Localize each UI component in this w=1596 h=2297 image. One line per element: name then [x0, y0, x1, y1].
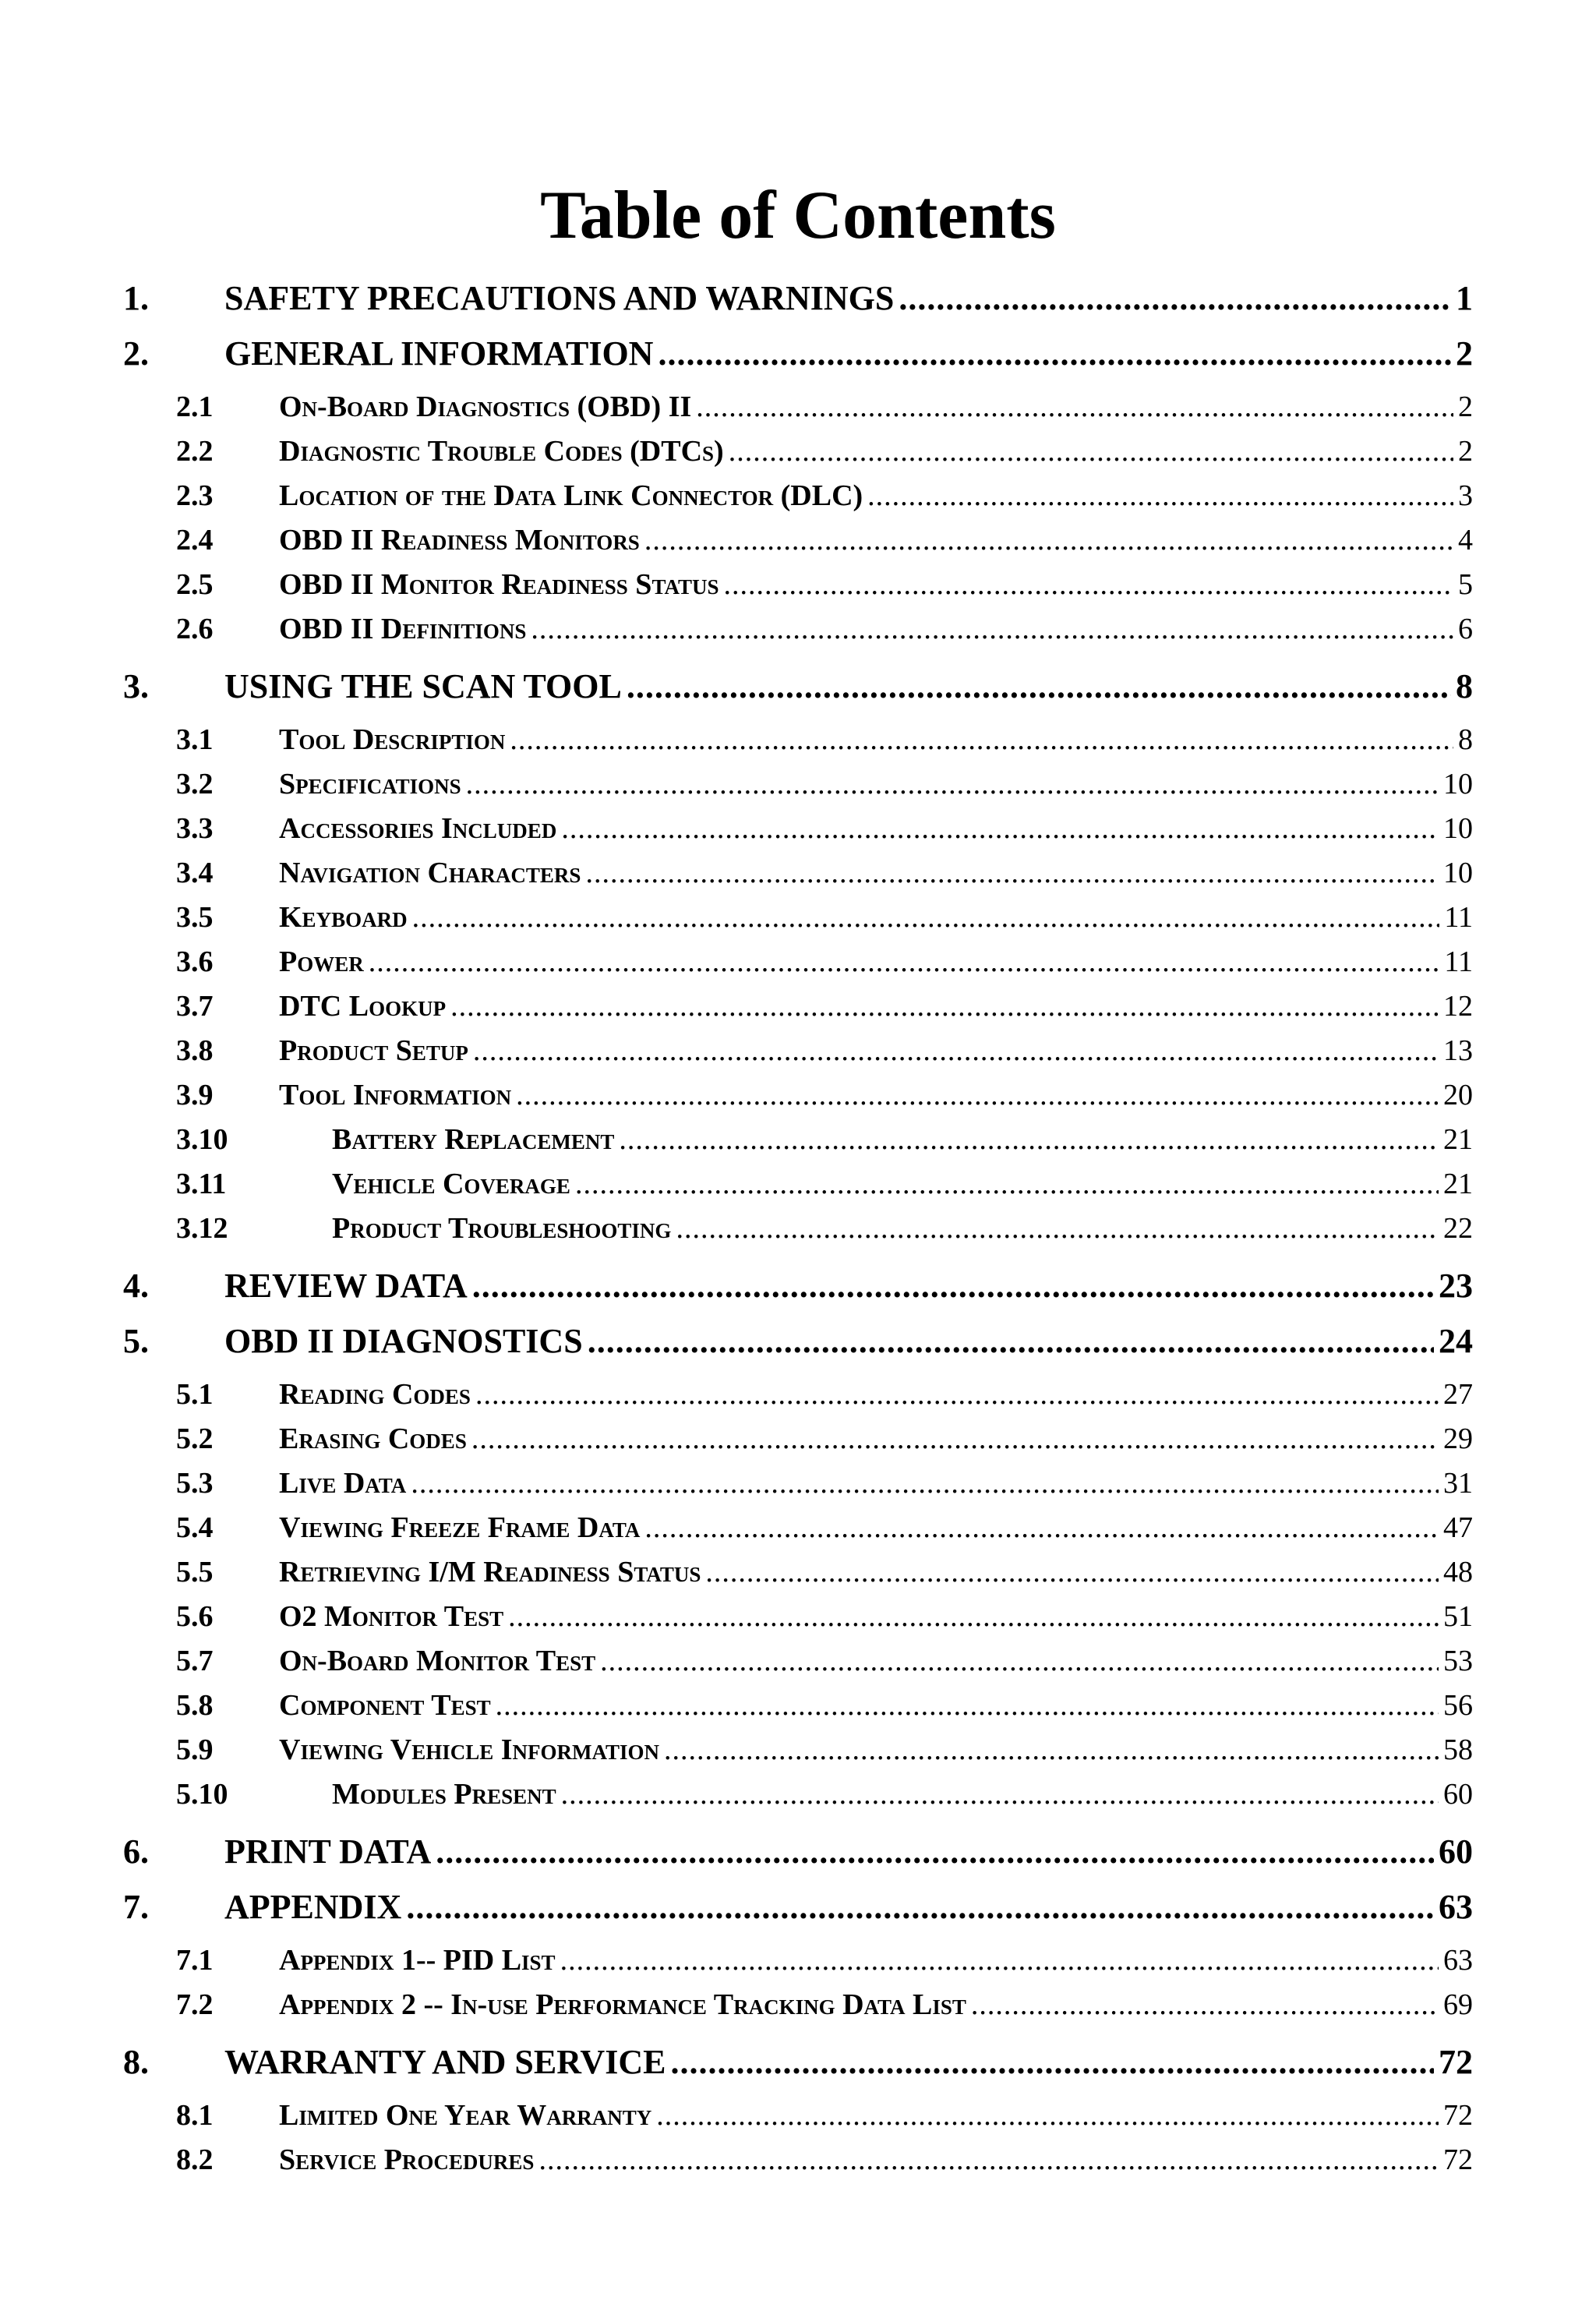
toc-label: Navigation Characters	[279, 857, 581, 889]
toc-page-number: 22	[1443, 1212, 1473, 1245]
toc-number: 3.1	[176, 723, 214, 756]
toc-page-number: 29	[1443, 1422, 1473, 1455]
toc-label: Product Setup	[279, 1034, 468, 1067]
toc-page-number: 8	[1456, 667, 1473, 705]
dot-leader	[538, 2140, 1439, 2180]
toc-subsection	[123, 609, 1473, 649]
toc-section	[123, 1319, 1473, 1364]
toc-label: APPENDIX	[224, 1888, 402, 1926]
toc-subsection	[123, 853, 1473, 893]
toc-number: 2.	[123, 334, 149, 373]
toc-subsection	[123, 520, 1473, 560]
toc-number: 1.	[123, 279, 149, 317]
dot-leader	[729, 431, 1453, 472]
dot-leader	[575, 1164, 1439, 1204]
toc-page-number: 31	[1443, 1467, 1473, 1500]
toc-number: 6.	[123, 1832, 149, 1871]
toc-page-number: 5	[1458, 568, 1473, 601]
toc-subsection	[123, 1774, 1473, 1815]
toc-label: OBD II DIAGNOSTICS	[224, 1322, 583, 1360]
dot-leader	[450, 986, 1439, 1027]
dot-leader	[496, 1685, 1439, 1726]
toc-label: SAFETY PRECAUTIONS AND WARNINGS	[224, 279, 895, 317]
toc-subsection	[123, 1374, 1473, 1415]
dot-leader	[705, 1552, 1439, 1592]
toc-subsection	[123, 942, 1473, 982]
toc-page-number: 60	[1439, 1832, 1473, 1871]
toc-number: 8.	[123, 2043, 149, 2081]
toc-number: 4.	[123, 1267, 149, 1305]
toc-number: 2.4	[176, 524, 214, 557]
toc-label: DTC Lookup	[279, 990, 447, 1023]
toc-page-number: 72	[1439, 2043, 1473, 2081]
dot-leader	[658, 331, 1451, 376]
toc-number: 5.8	[176, 1689, 214, 1722]
toc-subsection	[123, 1730, 1473, 1770]
dot-leader	[369, 942, 1440, 982]
toc-number: 5.2	[176, 1422, 214, 1455]
dot-leader	[466, 764, 1439, 804]
dot-leader	[644, 1507, 1439, 1548]
dot-leader	[696, 387, 1453, 427]
toc-page-number: 20	[1443, 1079, 1473, 1111]
toc-number: 3.	[123, 667, 149, 705]
dot-leader	[867, 475, 1453, 516]
toc-number: 3.11	[176, 1168, 227, 1200]
toc-label: PRINT DATA	[224, 1832, 432, 1871]
toc-subsection	[123, 564, 1473, 605]
dot-leader	[656, 2095, 1439, 2136]
toc-number: 3.7	[176, 990, 214, 1023]
toc-subsection	[123, 1075, 1473, 1115]
dot-leader	[406, 1885, 1434, 1930]
toc-subsection	[123, 1030, 1473, 1071]
dot-leader	[516, 1075, 1439, 1115]
toc-number: 7.1	[176, 1944, 214, 1977]
toc-page-number: 12	[1443, 990, 1473, 1023]
toc-label: OBD II Definitions	[279, 613, 527, 645]
toc-subsection	[123, 387, 1473, 427]
toc-number: 5.	[123, 1322, 149, 1360]
dot-leader	[471, 1419, 1439, 1459]
toc-number: 3.2	[176, 768, 214, 800]
toc-subsection	[123, 1552, 1473, 1592]
toc-page-number: 10	[1443, 812, 1473, 845]
toc-number: 3.9	[176, 1079, 214, 1111]
toc-number: 5.5	[176, 1556, 214, 1588]
toc-number: 7.	[123, 1888, 149, 1926]
toc-label: Limited One Year Warranty	[279, 2099, 652, 2132]
toc-subsection	[123, 764, 1473, 804]
toc-page-number: 58	[1443, 1733, 1473, 1766]
toc-subsection	[123, 2095, 1473, 2136]
toc-label: Location of the Data Link Connector (DLC)	[279, 479, 863, 512]
dot-leader	[664, 1730, 1439, 1770]
toc-page-number: 11	[1444, 945, 1473, 978]
toc-number: 5.1	[176, 1378, 214, 1411]
toc-label: OBD II Monitor Readiness Status	[279, 568, 719, 601]
toc-label: USING THE SCAN TOOL	[224, 667, 622, 705]
toc-label: Component Test	[279, 1689, 491, 1722]
toc-number: 2.6	[176, 613, 214, 645]
dot-leader	[670, 2040, 1434, 2085]
toc-label: On-Board Diagnostics (OBD) II	[279, 390, 692, 423]
toc-number: 2.2	[176, 435, 214, 468]
toc-label: GENERAL INFORMATION	[224, 334, 654, 373]
dot-leader	[619, 1119, 1439, 1160]
toc-number: 5.6	[176, 1600, 214, 1633]
dot-leader	[560, 1940, 1439, 1981]
toc-label: Retrieving I/M Readiness Status	[279, 1556, 701, 1588]
toc-subsection	[123, 719, 1473, 760]
toc-number: 3.6	[176, 945, 214, 978]
toc-label: Appendix 2 -- In-use Performance Tracking Data List	[279, 1988, 966, 2021]
toc-number: 5.10	[176, 1778, 228, 1811]
toc-subsection	[123, 1208, 1473, 1249]
toc-page-number: 47	[1443, 1511, 1473, 1544]
toc-number: 3.12	[176, 1212, 228, 1245]
toc-page-number: 11	[1444, 901, 1473, 934]
toc-page-number: 2	[1458, 435, 1473, 468]
toc-subsection	[123, 475, 1473, 516]
toc-subsection	[123, 808, 1473, 849]
dot-leader	[899, 276, 1451, 321]
toc-number: 3.10	[176, 1123, 228, 1156]
toc-subsection	[123, 1685, 1473, 1726]
toc-page-number: 63	[1443, 1944, 1473, 1977]
toc-label: Service Procedures	[279, 2143, 535, 2176]
toc-page-number: 21	[1443, 1168, 1473, 1200]
toc-page-number: 56	[1443, 1689, 1473, 1722]
toc-number: 3.8	[176, 1034, 214, 1067]
toc-number: 5.9	[176, 1733, 214, 1766]
toc-section	[123, 2040, 1473, 2085]
page-title: Table of Contents	[540, 178, 1056, 253]
toc-subsection	[123, 1940, 1473, 1981]
toc-page-number: 4	[1458, 524, 1473, 557]
dot-leader	[508, 1596, 1439, 1637]
toc-number: 3.3	[176, 812, 214, 845]
dot-leader	[971, 1984, 1439, 2025]
dot-leader	[411, 1463, 1439, 1504]
toc-page-number: 53	[1443, 1645, 1473, 1677]
dot-leader	[588, 1319, 1434, 1364]
toc-label: Product Troubleshooting	[332, 1212, 672, 1245]
toc-subsection	[123, 986, 1473, 1027]
toc-section	[123, 1829, 1473, 1875]
toc-subsection	[123, 1641, 1473, 1681]
toc-subsection	[123, 1596, 1473, 1637]
toc-subsection	[123, 1507, 1473, 1548]
toc-label: Specifications	[279, 768, 461, 800]
toc-page-number: 51	[1443, 1600, 1473, 1633]
toc-subsection	[123, 1984, 1473, 2025]
toc-number: 7.2	[176, 1988, 214, 2021]
dot-leader	[475, 1374, 1439, 1415]
toc-section	[123, 331, 1473, 376]
toc-label: Viewing Freeze Frame Data	[279, 1511, 641, 1544]
toc-label: REVIEW DATA	[224, 1267, 468, 1305]
toc-subsection	[123, 1119, 1473, 1160]
dot-leader	[510, 719, 1453, 760]
toc-page-number: 48	[1443, 1556, 1473, 1588]
toc-page-number: 6	[1458, 613, 1473, 645]
toc-number: 2.5	[176, 568, 214, 601]
toc-label: Vehicle Coverage	[332, 1168, 570, 1200]
toc-page-number: 21	[1443, 1123, 1473, 1156]
toc-subsection	[123, 431, 1473, 472]
toc-subsection	[123, 897, 1473, 938]
dot-leader	[472, 1263, 1434, 1309]
dot-leader	[600, 1641, 1439, 1681]
toc-label: On-Board Monitor Test	[279, 1645, 596, 1677]
toc-page-number: 10	[1443, 768, 1473, 800]
toc-page-number: 3	[1458, 479, 1473, 512]
toc-label: OBD II Readiness Monitors	[279, 524, 640, 557]
toc-page-number: 69	[1443, 1988, 1473, 2021]
toc-label: Modules Present	[332, 1778, 556, 1811]
toc-subsection	[123, 1419, 1473, 1459]
toc-page-number: 60	[1443, 1778, 1473, 1811]
toc-number: 2.1	[176, 390, 214, 423]
dot-leader	[585, 853, 1439, 893]
toc-page-number: 23	[1439, 1267, 1473, 1305]
toc-section	[123, 1263, 1473, 1309]
dot-leader	[561, 1774, 1439, 1815]
toc-number: 8.2	[176, 2143, 214, 2176]
dot-leader	[412, 897, 1440, 938]
toc-section	[123, 276, 1473, 321]
dot-leader	[561, 808, 1439, 849]
toc-label: Power	[279, 945, 364, 978]
dot-leader	[531, 609, 1453, 649]
toc-page-number: 10	[1443, 857, 1473, 889]
toc-number: 8.1	[176, 2099, 214, 2132]
toc-page-number: 2	[1456, 334, 1473, 373]
toc-number: 3.5	[176, 901, 214, 934]
toc-number: 5.4	[176, 1511, 214, 1544]
toc-subsection	[123, 2140, 1473, 2180]
toc-page-number: 24	[1439, 1322, 1473, 1360]
toc-number: 2.3	[176, 479, 214, 512]
dot-leader	[436, 1829, 1434, 1875]
toc-subsection	[123, 1164, 1473, 1204]
dot-leader	[627, 664, 1451, 709]
toc-page-number: 2	[1458, 390, 1473, 423]
toc-label: Appendix 1-- PID List	[279, 1944, 556, 1977]
toc-page-number: 72	[1443, 2099, 1473, 2132]
toc-label: Live Data	[279, 1467, 407, 1500]
toc-page-number: 1	[1456, 279, 1473, 317]
toc-section	[123, 1885, 1473, 1930]
toc-label: Diagnostic Trouble Codes (DTCs)	[279, 435, 724, 468]
toc-label: Accessories Included	[279, 812, 557, 845]
toc-number: 5.3	[176, 1467, 214, 1500]
toc-page-number: 27	[1443, 1378, 1473, 1411]
toc-label: Keyboard	[279, 901, 408, 934]
dot-leader	[644, 520, 1453, 560]
toc-label: Tool Information	[279, 1079, 512, 1111]
toc-label: Erasing Codes	[279, 1422, 467, 1455]
toc-page-number: 13	[1443, 1034, 1473, 1067]
toc-number: 5.7	[176, 1645, 214, 1677]
toc-label: Battery Replacement	[332, 1123, 615, 1156]
dot-leader	[473, 1030, 1439, 1071]
toc-page-number: 72	[1443, 2143, 1473, 2176]
toc-page-number: 63	[1439, 1888, 1473, 1926]
toc-number: 3.4	[176, 857, 214, 889]
toc-label: WARRANTY AND SERVICE	[224, 2043, 666, 2081]
toc-section	[123, 664, 1473, 709]
toc-subsection	[123, 1463, 1473, 1504]
toc-label: Reading Codes	[279, 1378, 471, 1411]
toc-label: Tool Description	[279, 723, 506, 756]
toc-page-number: 8	[1458, 723, 1473, 756]
dot-leader	[723, 564, 1453, 605]
toc-label: Viewing Vehicle Information	[279, 1733, 660, 1766]
toc-label: O2 Monitor Test	[279, 1600, 504, 1633]
dot-leader	[676, 1208, 1439, 1249]
